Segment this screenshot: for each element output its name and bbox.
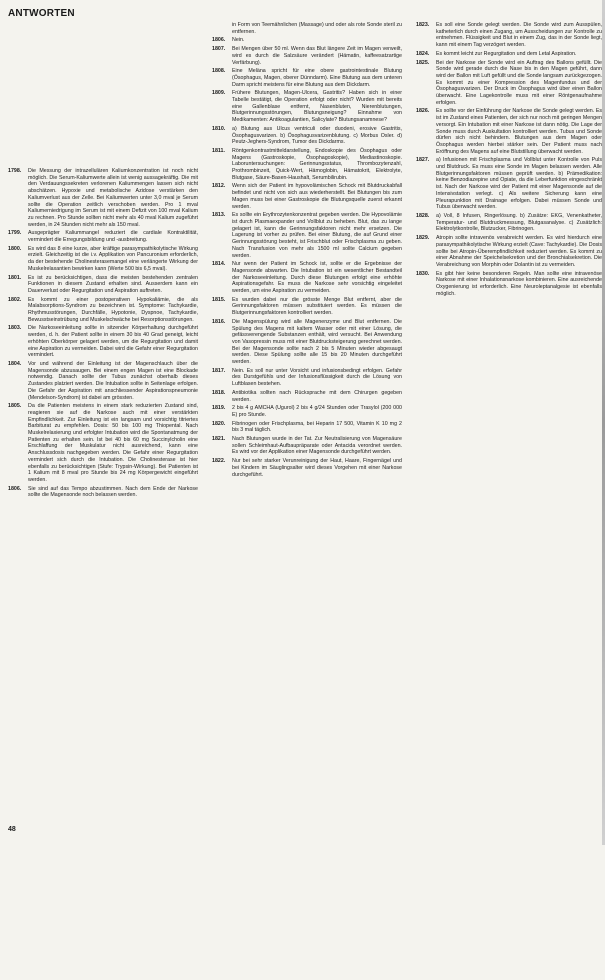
- answer-text: Nein.: [232, 37, 245, 44]
- answer-text: a) Blutung aus Ulcus ventriculi oder duodeni, erosive Gastritis, Ösophagusvarizen. b) Ösophagusvarizenblutung. c) Morbus Osler. d) Peutz-Jeghers-Syndrom, Tumor des Dickdarms.: [232, 125, 402, 146]
- answer-text: Antibiotika sollten nach Rücksprache mit dem Chirurgen gegeben werden.: [232, 389, 402, 403]
- answer-number: 1823.: [416, 22, 430, 28]
- answer-text: Frühere Blutungen, Magen-Ulcera, Gastritis? Haben sich in einer Tabelle bestätigt, die Operation erfolgt oder nicht? Wurden mit bereits eine Gallenblase entfernt, Nasenbluten, Nierenblutungen, Blutgerinnungsstörungen, Blutungsneigung? Einnahme von Medikamenten: Antikoagulantien, Salicylate? Blutungsanamnese?: [232, 90, 402, 124]
- answer-entry: [416, 157, 602, 211]
- answer-text: Nach Blutungen wurde in der Tat. Zur Neutralisierung von Magensäure sollen Schleimhaut-Aufbaupräparate oder Antacida verordnet werden. Es wird vor der Applikation einer Magensonde durchgeführt werden.: [232, 436, 402, 456]
- text-column-right: [416, 22, 602, 834]
- answer-entry: [8, 275, 198, 295]
- answer-text: in Form von Teemähnlichen (Massage) und oder als rote Sonde steril zu entfernen.: [232, 22, 402, 35]
- answer-entry: [416, 235, 602, 269]
- answer-number: 1801.: [8, 274, 22, 281]
- answer-text: Nur bei sehr starker Verunreinigung der Haut, Haare, Fingernägel und bei Kindern im Säuglingsalter wird dieses Vorgehen mit einer Narkose durchgeführt.: [232, 458, 402, 478]
- answer-entry: [212, 212, 402, 259]
- answer-number: 1807.: [212, 46, 226, 53]
- answer-text: Es soll eine Sonde gelegt werden. Die Sonde wird zum Ausspülen, katheterlich durch einen Zugang, um Ausscheidungen zur Kontrolle zu entnehmen. Flüssigkeit und Blut in einem Zug, das in der Sonde liegt, kann mit einem Tag verzögert werden.: [436, 22, 602, 49]
- answer-number: 1830.: [416, 270, 430, 277]
- answer-number: 1822.: [212, 458, 226, 465]
- answer-entry: [416, 60, 602, 107]
- answer-number: 1821.: [212, 436, 226, 443]
- answer-entry: [8, 246, 198, 273]
- answer-entry: [212, 436, 402, 456]
- answer-entry: [416, 213, 602, 233]
- answer-text: 2 bis 4 g AMCHA (Ugurol) 2 bis 4 g/24 Stunden oder Trasylol (200 000 E) pro Stunde.: [232, 405, 402, 418]
- answer-number: 1817.: [212, 367, 226, 374]
- answer-entry: [8, 297, 198, 324]
- answer-text: Es wurden dabei nur die grösste Menge Blut entfernt, aber die Gerinnungsfaktoren müssen substituiert werden. Es müssen die Blutgerinnungsfaktoren kontrolliert werden.: [232, 296, 402, 317]
- answer-text: Vor und während der Einleitung ist der Magenschlauch über die Magensonde abzusaugen. Bei einem engen Magen ist eine Blockade notwendig. Danach sollte der Tubus zunächst oberhalb dieses Zustandes platziert werden. Die Intubation sollte in Seitenlage erfolgen. Die Gefahr der Aspiration mit anschliessender Aspirationspneumonie (Mendelson-Syndrom) ist dabei am grössten.: [28, 360, 198, 401]
- answer-number: 1820.: [212, 420, 226, 427]
- answer-text: Es sollte ein Erythrozytenkonzentrat gegeben werden. Die Hypovolämie ist durch Plasmaexpander und Vollblut zu beheben. Blut, das zu lange gelagert ist, kann die Gerinnungsfaktoren nicht mehr ersetzen. Die Lagerung ist vorher zu prüfen. Bei einer Blutung, die auf Grund einer Gerinnungsstörung besteht, ist Frischblut oder Frischplasma zu geben. Nach Transfusion von mehr als 1500 ml sollte Calcium gegeben werden.: [232, 212, 402, 259]
- answer-text: Ausgeprägter Kaliummangel reduziert die cardiale Kontraktilität, vermindert die Erregungsbildung und -ausbreitung.: [28, 230, 198, 244]
- answer-text: a) Infusionen mit Frischplasma und Vollblut unter Kontrolle von Puls und Blutdruck. Es muss eine Sonde im Magen belassen werden. Alle Blutgerinnungsfaktoren müssen geprüft werden. b) Prämedikation: keine Benzodiazepine und Opiate, da die Leberfunktion eingeschränkt ist. Nach der Narkose wird der Patient mit einer Magensonde auf die Intensivstation verlegt. c) Als weitere Sicherung kann eine Pleurapunktion mit Drainage erfolgen. Dabei müssen Sonde und Tubus überwacht werden.: [436, 157, 602, 211]
- answer-text: Röntgenkontrastmitteldarstellung, Endoskopie des Ösophagus oder Magens (Gastroskopie, Ösophagoskopie), Mediastinoskopie. Laboruntersuchungen: Gerinnungsstatus, Thrombozytenzahl, Prothrombinzeit, Quick-Wert, Hämoglobin, Hämatokrit, Elektrolyte, Blutgase, Säure-Basen-Haushalt, Serumbilirubin.: [232, 147, 402, 181]
- answer-entry: [416, 22, 602, 49]
- answer-entry: [8, 168, 198, 228]
- answer-number: 1824.: [416, 50, 430, 57]
- answer-text: Bei Mengen über 50 ml. Wenn das Blut längere Zeit im Magen verweilt, wird es durch die Salzsäure verändert (Hämatin, kaffeesatzartige Verfärbung).: [232, 46, 402, 66]
- answer-number: 1816.: [212, 318, 226, 325]
- answer-entry: [8, 325, 198, 359]
- answer-text: Fibrinogen oder Frischplasma, bei Heparin 17 500, Vitamin K 10 mg 2 bis 3 mal täglich.: [232, 420, 402, 434]
- answer-text: Da die Patienten meistens in einem stark reduzierten Zustand sind, reagieren sie auf die Narkose auch mit einer verstärkten Empfindlichkeit. Zur Einleitung ist ein langsam und vorsichtig titriertes Barbiturat zu empfehlen. Dosis: 50 bis 100 mg Thiopental. Nach Muskelrelaxierung und erfolgter Intubation wird die Spontanatmung der Patienten zu erhalten sein. Ist bei 40 bis 60 mg Succinylcholin eine Erschlaffung der Muskulatur nicht ausreichend, kann eine Anschlussdosis nachgegeben werden. Die Gefahr einer Regurgitation vermindert sich durch die Intubation. Die Cholinesterase ist hier ebenfalls zu berücksichtigen (Stufe: Trypsin-Wirkung). Bei Patienten ist 1 Kalium mit 8 mval pro Stunde bis 24 mg Körpergewicht eingeführt werden.: [28, 403, 198, 483]
- answer-number: 1806.: [8, 485, 22, 492]
- answer-entry: [212, 126, 402, 146]
- answer-number: 1819.: [212, 405, 226, 412]
- answer-text: Die Magenspülung wird alle Magenenzyme und Blut entfernen. Die Spülung des Magens mit kaltem Wasser oder mit einer Lösung, die gefässverengende Substanzen enthält, wird versucht. Bei Anwendung von Vasopressin muss mit einer Blutdrucksteigerung gerechnet werden. Bei der Magensonde sollte nach 2 bis 5 Minuten wieder abgesaugt werden. Diese Spülung sollte alle 15 bis 20 Minuten durchgeführt werden.: [232, 318, 402, 366]
- answer-text: Atropin sollte intravenös verabreicht werden. Es wird hierdurch eine parasympathikolytische Wirkung erzielt (Cave: Tachykardie). Die Dosis sollte bei Atropin-Überempfindlichkeit reduziert werden. Es kommt zu einer Abnahme der Speichelsekretion und der Bronchialsekretion. Die Verabreichung von Morphin oder Dolantin ist zu vermeiden.: [436, 235, 602, 268]
- answer-entry: [212, 405, 402, 418]
- answer-number: 1804.: [8, 360, 22, 367]
- answer-number: 1808.: [212, 68, 226, 75]
- answer-entry: [416, 108, 602, 155]
- answer-number: 1799.: [8, 230, 22, 237]
- answer-entry: [212, 46, 402, 66]
- answer-text: Eine Meläna spricht für eine obere gastrointestinale Blutung (Ösophagus, Magen, oberer Dünndarm). Eine Blutung aus dem unteren Darm spricht meistens für eine Blutung aus dem Dickdarm.: [232, 68, 402, 88]
- text-column-left: [8, 168, 198, 980]
- answer-entry: [212, 90, 402, 124]
- answer-entry: [8, 486, 198, 499]
- answer-entry: [8, 230, 198, 243]
- answer-text: Bei der Narkose der Sonde wird ein Auftrag des Ballons gefüllt. Die Sonde wird gerade durch die Nase bis in den Magen geführt, dann wird der Ballon mit Luft gefüllt und die Sonde langsam zurückgezogen. Es kommt zu einer Kompression des Magenfundus und der Ösophagusvarizen. Der Druck im Ösophagus wird über einen Ballon überwacht. Eine Lagekontrolle muss mit einer Röntgenaufnahme erfolgen.: [436, 59, 602, 106]
- answer-entry: [212, 368, 402, 388]
- answer-entry: [212, 37, 402, 44]
- answer-number: 1805.: [8, 403, 22, 410]
- answer-text: a) Voll, 8 Infusen, Ringerlösung. b) Zusätze: EKG, Venenkatheter, Temperatur- und Blutdruckmessung, Blutgasanalyse. c) Zusätzlich: Elektrolytkontrolle, Blutzucker, Fibrinogen.: [436, 212, 602, 233]
- answer-text: Sie sind auf das Tempo abzustimmen. Nach dem Ende der Narkose sollte die Magensonde noch belassen werden.: [28, 485, 198, 499]
- answer-entry: [8, 403, 198, 483]
- answer-entry: [212, 148, 402, 182]
- answer-text: Die Messung der intrazellulären Kaliumkonzentration ist noch nicht möglich. Die Serum-Kaliumwerte allein ist wenig aussagekräftig. Die mit den Verdauungssekreten verlorenen Kaliummengen lassen sich nicht abschätzen. Hypoxie und metabolische Azidose verstärken den Kaliumverlust aus der Zelle. Bei Kaliumwerten unter 3,0 mval je Serum sollte die Operation zeitlich verschoben werden. Pro 1 mval Kaliumerniedrigung im Serum ist mit einem Defizit von 100 mval Kalium zu rechnen. Pro Stunde sollten nicht mehr als 40 mval Kalium zugeführt werden, in 24 Stunden nicht mehr als 150 mval.: [28, 168, 198, 228]
- answer-number: 1809.: [212, 90, 226, 97]
- answer-text: Es kommt zu einer postoperativen Hypokaliämie, die als Malabsorptions-Syndrom zu bezeichnen ist. Symptome: Tachykardie, Rhythmusstörungen, Durchfälle, Hypotonie, Dyspnoe, Tachykardie, Bewusstseinstrübung und Muskelschwäche bei Resorptionsstörungen.: [28, 296, 198, 323]
- answer-entry: [212, 458, 402, 478]
- answer-entry: [212, 297, 402, 317]
- answer-number: 1802.: [8, 296, 22, 303]
- answer-number: 1806.: [212, 37, 226, 44]
- answer-entry: [416, 271, 602, 298]
- answer-entry: [212, 261, 402, 295]
- answer-entry: [212, 68, 402, 88]
- text-column-middle: [212, 22, 402, 834]
- section-heading: ANTWORTEN: [8, 8, 75, 19]
- answer-number: 1800.: [8, 245, 22, 252]
- answer-entry: [416, 51, 602, 58]
- answer-entry: [212, 22, 402, 35]
- answer-number: [212, 22, 232, 35]
- answer-entry: [212, 390, 402, 403]
- answer-number: 1815.: [212, 296, 226, 303]
- answer-entry: [212, 421, 402, 434]
- answer-text: Die Narkoseeinleitung sollte in sitzender Körperhaltung durchgeführt werden, d. h. der Patient sollte in einem 30 bis 40 Grad geneigt, leicht erhöhten Oberkörper gelagert werden, um die Regurgitation und damit eine Aspiration zu vermeiden. Dabei wird die Gefahr einer Regurgitation vermindert.: [28, 325, 198, 359]
- answer-text: Wenn sich der Patient im hypovolämischen Schock mit Blutdruckabfall befindet und nicht von sich aus wiederherstellt. Bei Blutungen bis zum Magen muss bei einer Gastroskopie die Blutungsquelle zuerst erkannt werden.: [232, 183, 402, 210]
- answer-text: Es kommt leicht zur Regurgitation und dem Letal Aspiration.: [436, 50, 577, 57]
- answer-text: Es gibt hier keine besonderen Regeln. Man sollte eine intravenöse Narkose mit einer Inhalationsnarkose kombinieren. Eine ausreichende Oxygenierung ist erforderlich. Eine Neuroleptanalgesie ist ebenfalls möglich.: [436, 270, 602, 297]
- answer-number: 1803.: [8, 325, 22, 332]
- answer-number: 1812.: [212, 183, 226, 190]
- answer-number: 1810.: [212, 125, 226, 132]
- answer-number: 1811.: [212, 147, 225, 154]
- answer-entry: [212, 183, 402, 210]
- answer-number: 1825.: [416, 59, 430, 66]
- answer-number: 1826.: [416, 108, 430, 115]
- answer-number: 1828.: [416, 212, 430, 219]
- answer-text: Nur wenn der Patient im Schock ist, sollte er die Ergebnisse der Magensonde abwarten. Die Intubation ist ein wesentlicher Bestandteil der Narkoseeinleitung. Durch diese Blutungen erfolgt eine erhöhte Aspirationsgefahr. Es muss die Narkose sehr vorsichtig eingeleitet werden, um eine Aspiration zu vermeiden.: [232, 261, 402, 295]
- answer-text: Nein. Es soll nur unter Vorsicht und infusionsbedingt erfolgen. Gefahr des Durstgefühls und der Infusionsflüssigkeit durch die Lösung von Luftblasen bestehen.: [232, 367, 402, 388]
- page-number: 48: [8, 826, 16, 833]
- answer-number: 1829.: [416, 235, 430, 242]
- answer-number: 1818.: [212, 389, 226, 396]
- answer-text: Es ist zu berücksichtigen, dass die meisten bestehenden zentralen Funktionen in diesem Zustand erhalten sind. Ausserdem kann ein Dauerverlust oder Regurgitation und Aspiration auftreten.: [28, 274, 198, 294]
- answer-number: 1814.: [212, 261, 226, 268]
- answer-number: 1827.: [416, 157, 430, 164]
- answer-text: Es wird das 8 eine kurze, aber kräftige parasympathikolytische Wirkung erzielt. Gleichzeitig ist die i.v. Applikation von Pancuronium erforderlich, da der bestehende Cholinesterasemangel eine verlängerte Wirkung der Muskelrelaxantien bewirken kann (Werte 500 bis 6,5 mval).: [28, 245, 198, 272]
- answer-entry: [212, 319, 402, 366]
- answer-entry: [8, 361, 198, 401]
- answer-text: Es sollte vor der Einführung der Narkose die Sonde gelegt werden. Es ist im Zustand eines Patienten, der sich nur noch mit geringen Mengen versorgt. Ein Intubation mit einer Narkose ist dann nötig. Die Lage der Sonde muss durch Auskultation kontrolliert werden. Tubus und Sonde dürfen sich nicht behindern. Blutungen aus dem Magen oder Ösophagus werden hierbei stärker sein. Der Patient muss nach Eröffnung des Magens auf eine Blutstillung überwacht werden.: [436, 108, 602, 155]
- answer-number: 1798.: [8, 168, 22, 174]
- answer-number: 1813.: [212, 212, 226, 219]
